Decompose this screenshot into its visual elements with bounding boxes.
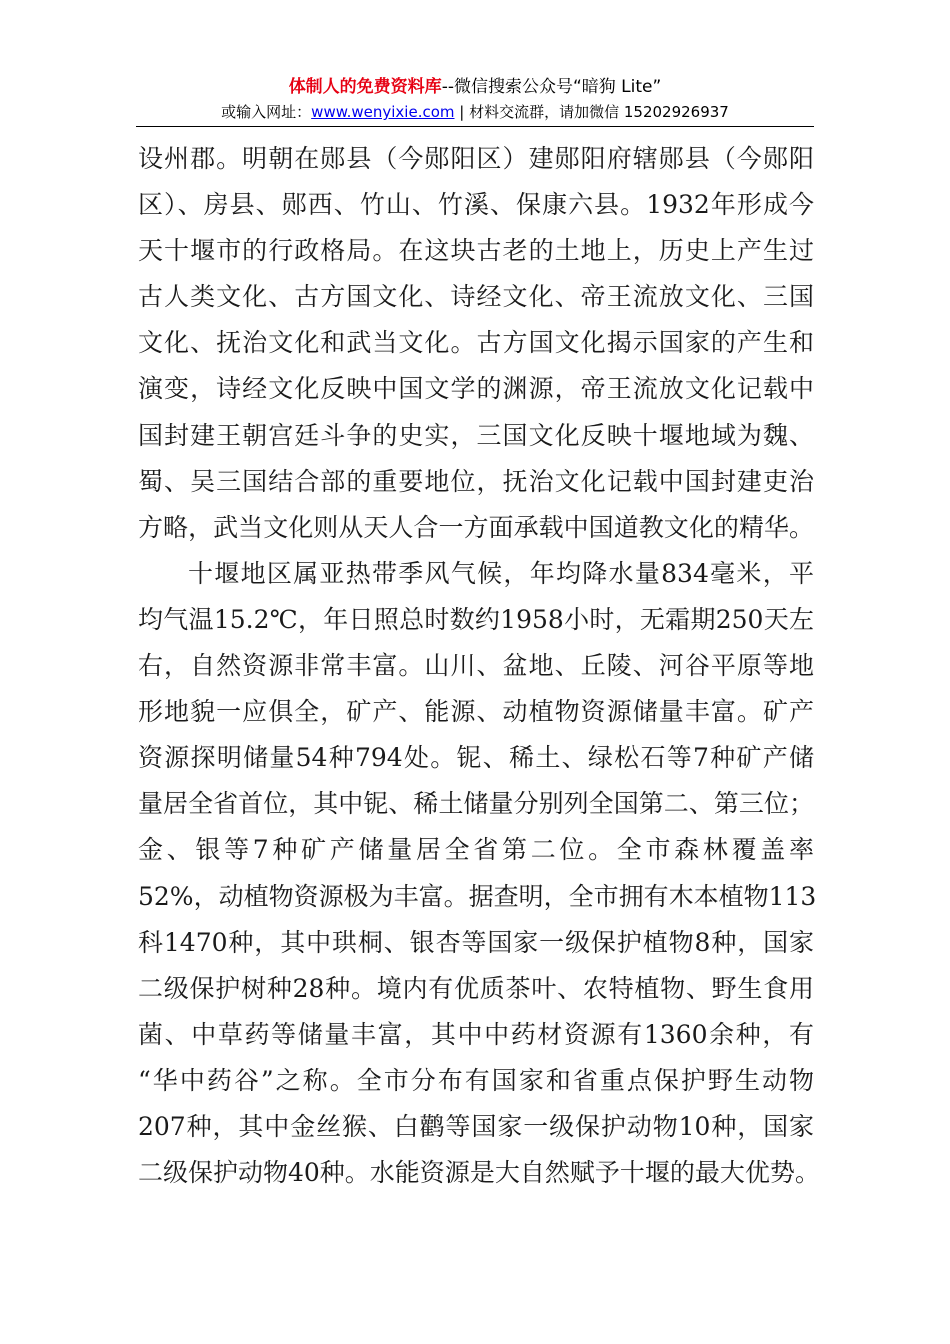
text-line: 十堰地区属亚热带季风气候，年均降水量834毫米，平 xyxy=(188,558,814,588)
text-line: 右，自然资源非常丰富。山川、盆地、丘陵、河谷平原等地 xyxy=(138,651,814,681)
text-line: 二级保护动物40种。水能资源是大自然赋予十堰的最大优势。 xyxy=(138,1158,820,1188)
paragraph-climate-resources xyxy=(138,551,820,1196)
header-contact-suffix: | 材料交流群，请加微信 15202926937 xyxy=(454,103,729,121)
text-line: 方略，武当文化则从天人合一方面承载中国道教文化的精华。 xyxy=(138,512,814,542)
text-line: 天十堰市的行政格局。在这块古老的土地上，历史上产生过 xyxy=(138,236,814,266)
text-line: 量居全省首位，其中铌、稀土储量分别列全国第二、第三位； xyxy=(138,789,814,819)
header-website-link[interactable]: www.wenyixie.com xyxy=(311,103,455,121)
text-line: 207种，其中金丝猴、白鹳等国家一级保护动物10种，国家 xyxy=(138,1111,814,1141)
text-line: 蜀、吴三国结合部的重要地位，抚治文化记载中国封建吏治 xyxy=(138,466,814,496)
header-brand: 体制人的免费资料库 xyxy=(288,77,442,97)
paragraph-history xyxy=(138,136,814,551)
text-line: 金、银等7种矿产储量居全省第二位。全市森林覆盖率 xyxy=(138,835,814,865)
header-divider xyxy=(136,126,814,127)
text-line: 形地貌一应俱全，矿产、能源、动植物资源储量丰富。矿产 xyxy=(138,697,814,727)
text-line: 52%，动植物资源极为丰富。据查明，全市拥有木本植物113 xyxy=(138,881,817,911)
text-line: 文化、抚治文化和武当文化。古方国文化揭示国家的产生和 xyxy=(138,328,814,358)
header-contact-line xyxy=(136,100,814,124)
text-line: 区）、房县、郧西、竹山、竹溪、保康六县。1932年形成今 xyxy=(138,190,814,220)
text-line: 菌、中草药等储量丰富，其中中药材资源有1360余种，有 xyxy=(138,1019,814,1049)
text-line: 国封建王朝宫廷斗争的史实，三国文化反映十堰地域为魏、 xyxy=(138,420,814,450)
header-tagline: --微信搜索公众号“暗狗 Lite” xyxy=(441,77,662,97)
text-line: 演变，诗经文化反映中国文学的渊源，帝王流放文化记载中 xyxy=(138,374,814,404)
text-line: 二级保护树种28种。境内有优质茶叶、农特植物、野生食用 xyxy=(138,973,814,1003)
text-line: 科1470种，其中珙桐、银杏等国家一级保护植物8种，国家 xyxy=(138,927,814,957)
text-line: 古人类文化、古方国文化、诗经文化、帝王流放文化、三国 xyxy=(138,282,814,312)
header-promo-line xyxy=(136,74,814,100)
header-url-prefix: 或输入网址： xyxy=(221,103,312,121)
page-header xyxy=(136,74,814,124)
text-line: “华中药谷”之称。全市分布有国家和省重点保护野生动物 xyxy=(138,1065,814,1095)
text-line: 均气温15.2℃，年日照总时数约1958小时，无霜期250天左 xyxy=(138,604,814,634)
text-line: 设州郡。明朝在郧县（今郧阳区）建郧阳府辖郧县（今郧阳 xyxy=(138,144,814,173)
document-body xyxy=(138,136,820,1196)
text-line: 资源探明储量54种794处。铌、稀土、绿松石等7种矿产储 xyxy=(138,743,814,773)
